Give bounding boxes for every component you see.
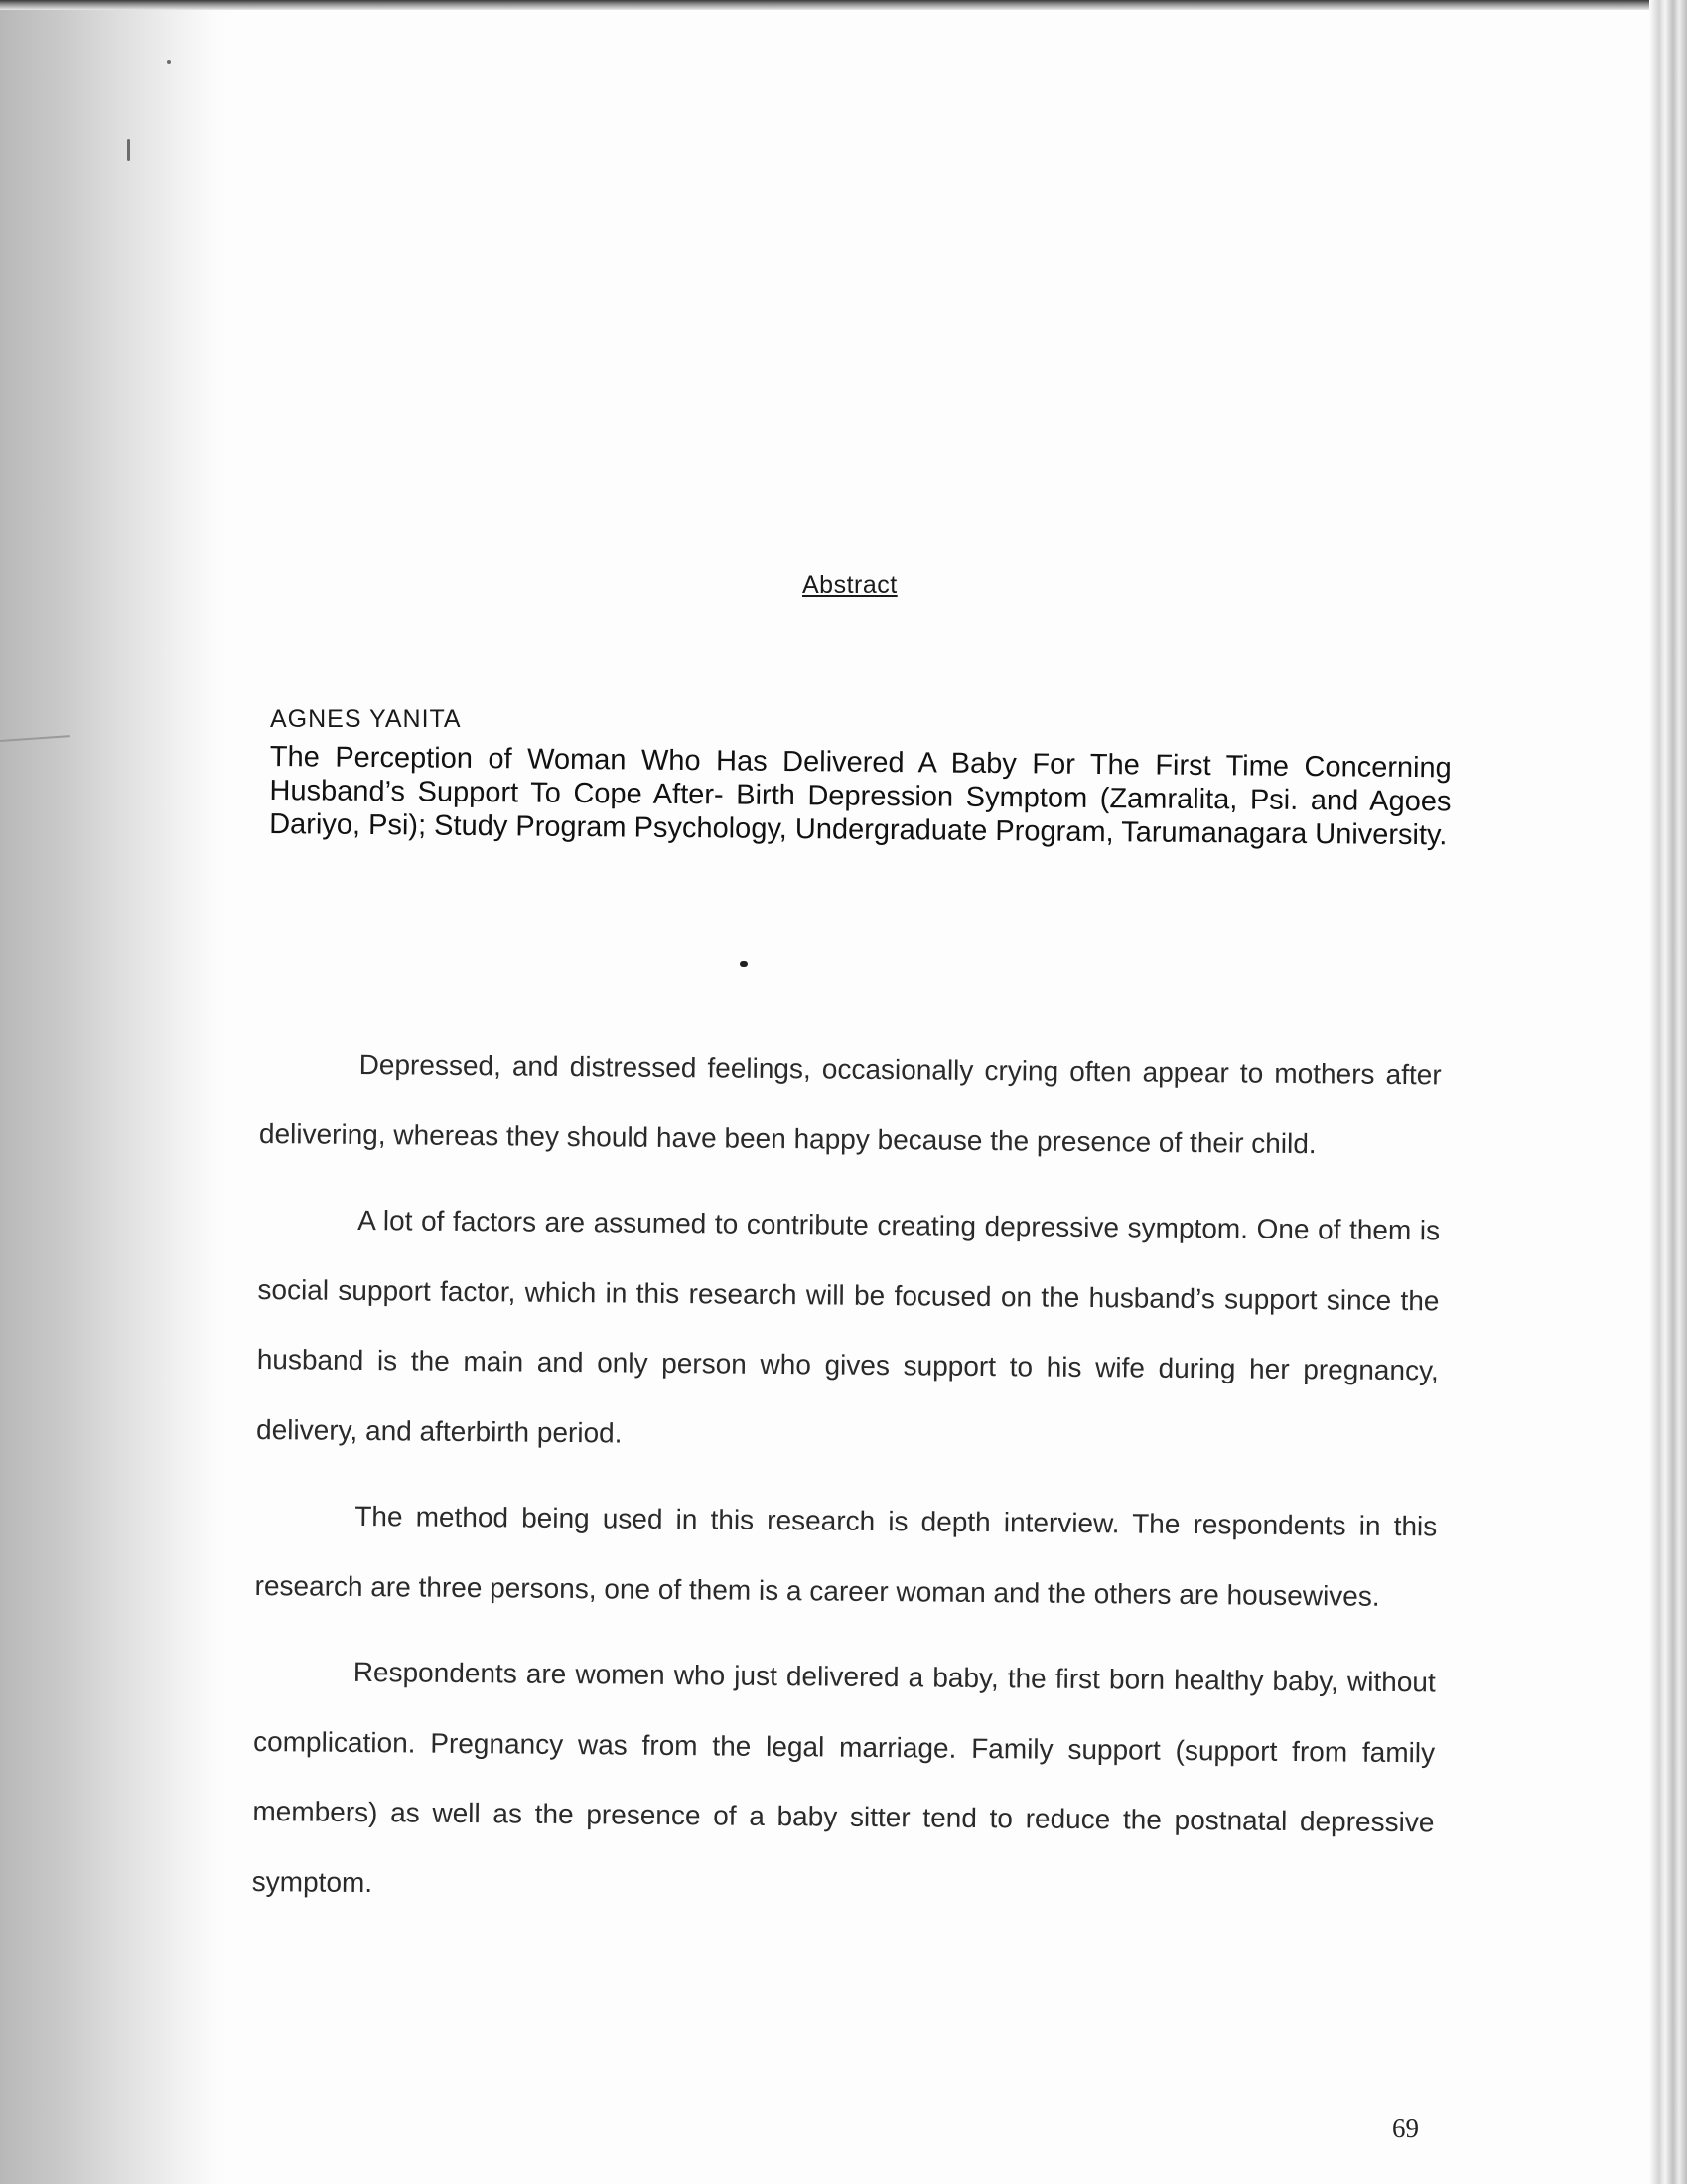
abstract-body <box>251 1029 1442 1944</box>
scan-speck <box>167 60 171 64</box>
right-page-edge <box>1649 0 1687 2184</box>
top-page-edge <box>0 0 1687 10</box>
abstract-paragraph: The method being used in this research is depth interview. The respondents in this research are three persons, one of them is a career woman and the others are housewives. <box>254 1500 1438 1612</box>
author-name: AGNES YANITA <box>270 705 462 733</box>
thesis-citation: The Perception of Woman Who Has Delivered A Baby For The First Time Concerning Husband’s Support To Cope After- Birth Depression Symptom (Zamralita, Psi. and Agoes Dariyo, Psi); Study Program Psychology, Undergraduate Program, Tarumanagara University. <box>269 740 1452 852</box>
scan-speck <box>127 139 130 161</box>
abstract-paragraph: A lot of factors are assumed to contribute creating depressive symptom. One of them is social support factor, which in this research will be focused on the husband’s support since the husband is the main and only person who gives support to his wife during her pregnancy, delivery, and afterbirth period. <box>255 1204 1441 1449</box>
abstract-paragraph: Depressed, and distressed feelings, occasionally crying often appear to mothers after delivering, whereas they should have been happy because the presence of their child. <box>258 1048 1442 1159</box>
abstract-paragraph: Respondents are women who just delivered a baby, the first born healthy baby, without complication. Pregnancy was from the legal marriage. Family support (support from family members) as well as the presence of a baby sitter tend to reduce the postnatal depressive symptom. <box>251 1656 1436 1898</box>
stray-ink-mark <box>740 961 748 967</box>
binding-shadow <box>0 0 228 2184</box>
page-title: Abstract <box>802 571 898 599</box>
page-number: 69 <box>1392 2113 1419 2143</box>
